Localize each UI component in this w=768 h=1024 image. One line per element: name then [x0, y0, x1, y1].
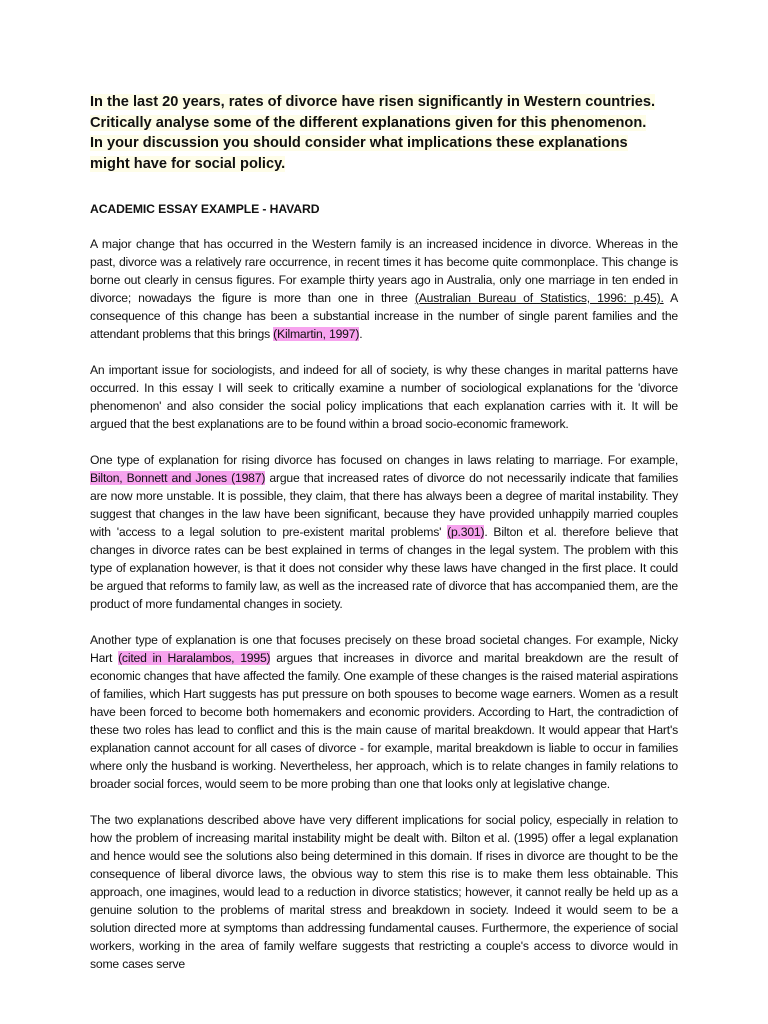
paragraph-3-text-b: argue that increased rates of divorce do not necessarily indicate that families are now more unstable. It is possible, they claim, that there has always been a degree of marital instability. They suggest that changes in the law have been significant, because they have provided unhappily married couples with 'access to a legal solution to pre-existent marital problems' — [90, 471, 678, 539]
paragraph-5-text: The two explanations described above have very different implications for social policy, especially in relation to how the problem of increasing marital instability might be dealt with. Bilton et al. (1995) offer a legal explanation and hence would see the solutions also being determined in this domain. If rises in divorce are thought to be the consequence of liberal divorce laws, the obvious way to stem this rise is to make them less obtainable. This approach, one imagines, would lead to a reduction in divorce statistics; however, it cannot really be held up as a genuine solution to the problems of marital stress and breakdown in society. Indeed it would seem to be a solution directed more at symptoms than addressing fundamental causes. Furthermore, the experience of social workers, working in the area of family welfare suggests that restricting a couple's access to divorce would in some cases serve — [90, 813, 678, 971]
paragraph-5 — [90, 811, 678, 973]
citation-kilmartin-1997: (Kilmartin, 1997) — [273, 327, 360, 341]
paragraph-1-text-c: . — [359, 327, 363, 341]
paragraph-1-text-a: A major change that has occurred in the Western family is an increased incidence in divorce. Whereas in the past, divorce was a relatively rare occurrence, in recent times it has become quite commonplace. This change is borne out clearly in census figures. For example thirty years ago in Australia, only one marriage in ten ended in divorce; nowadays the figure is more than one in three — [90, 237, 678, 305]
paragraph-1 — [90, 235, 678, 343]
citation-bilton-1987: Bilton, Bonnett and Jones (1987) — [90, 471, 266, 485]
essay-heading: ACADEMIC ESSAY EXAMPLE - HAVARD — [90, 202, 320, 216]
paragraph-4-text-a: Another type of explanation is one that focuses precisely on these broad societal changes. For example, Nicky Hart — [90, 633, 678, 665]
paragraph-1-text-b: A consequence of this change has been a substantial increase in the number of single parent families and the attendant problems that this brings — [90, 291, 678, 341]
question-line-2: Critically analyse some of the different explanations given for this phenomenon. — [90, 114, 647, 131]
citation-p301: (p.301) — [447, 525, 485, 539]
question-line-4: might have for social policy. — [90, 155, 286, 172]
paragraph-3 — [90, 451, 678, 613]
question-line-1: In the last 20 years, rates of divorce have risen significantly in Western countries. — [90, 94, 656, 110]
paragraph-4 — [90, 631, 678, 793]
essay-question — [90, 92, 678, 174]
paragraph-3-text-c: . Bilton et al. therefore believe that changes in divorce rates can be best explained in terms of changes in the legal system. The problem with this type of explanation however, is that it does not consider why these laws have changed in the first place. It could be argued that reforms to family law, as well as the increased rate of divorce that has accompanied them, are the product of more fundamental changes in society. — [90, 525, 678, 611]
paragraph-4-text-b: argues that increases in divorce and marital breakdown are the result of economic changes that have affected the family. One example of these changes is the raised material aspirations of families, which Hart suggests has put pressure on both spouses to become wage earners. Women as a result have been forced to become both homemakers and economic providers. According to Hart, the contradiction of these two roles has lead to conflict and this is the main cause of marital breakdown. It would appear that Hart's explanation cannot account for all cases of divorce - for example, marital breakdown is liable to occur in families where only the husband is working. Nevertheless, her approach, which is to relate changes in family relations to broader social forces, would seem to be more probing than one that looks only at legislative change. — [90, 651, 678, 791]
essay-page — [90, 92, 678, 973]
paragraph-3-text-a: One type of explanation for rising divorce has focused on changes in laws relating to marriage. For example, — [90, 453, 678, 467]
paragraph-2-text: An important issue for sociologists, and indeed for all of society, is why these changes in marital patterns have occurred. In this essay I will seek to critically examine a number of sociological explanations for the 'divorce phenomenon' and also consider the social policy implications that each explanation carries with it. It will be argued that the best explanations are to be found within a broad socio-economic framework. — [90, 363, 678, 431]
paragraph-2 — [90, 361, 678, 433]
question-line-3: In your discussion you should consider what implications these explanations — [90, 135, 628, 151]
citation-abs-1996: (Australian Bureau of Statistics, 1996: p.45). — [414, 291, 664, 305]
citation-haralambos-1995: (cited in Haralambos, 1995) — [118, 651, 271, 665]
